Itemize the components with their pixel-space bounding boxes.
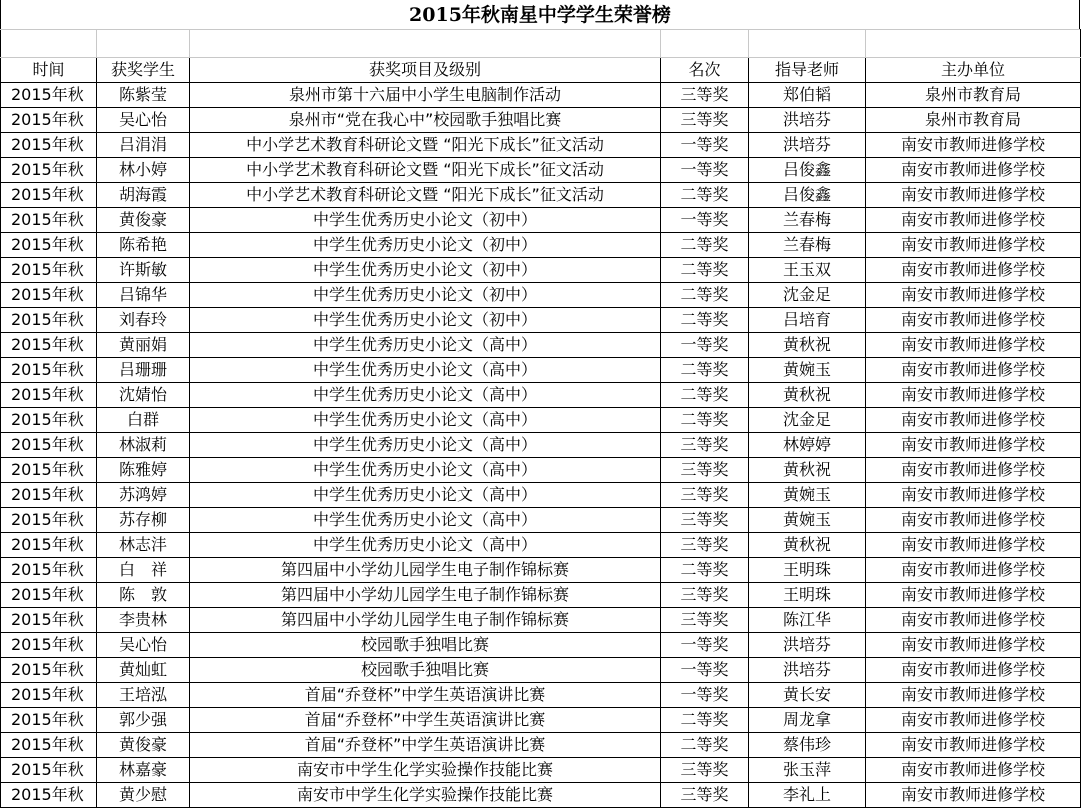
cell-time[interactable]: 2015年秋	[1, 158, 97, 183]
cell-organizer[interactable]: 南安市教师进修学校	[866, 208, 1081, 233]
cell-student[interactable]: 吴心怡	[97, 633, 190, 658]
cell-award-item[interactable]: 中学生优秀历史小论文（高中）	[190, 508, 661, 533]
cell-teacher[interactable]: 黄婉玉	[749, 508, 866, 533]
cell-organizer[interactable]: 南安市教师进修学校	[866, 558, 1081, 583]
cell-time[interactable]: 2015年秋	[1, 508, 97, 533]
cell-rank[interactable]: 三等奖	[661, 433, 749, 458]
table-row	[1, 208, 1081, 233]
cell-time[interactable]: 2015年秋	[1, 383, 97, 408]
cell-teacher[interactable]: 沈金足	[749, 408, 866, 433]
cell-organizer[interactable]: 南安市教师进修学校	[866, 483, 1081, 508]
cell-organizer[interactable]: 南安市教师进修学校	[866, 383, 1081, 408]
cell-rank[interactable]: 一等奖	[661, 633, 749, 658]
cell-student[interactable]: 吕涓涓	[97, 133, 190, 158]
cell-time[interactable]: 2015年秋	[1, 233, 97, 258]
cell-student[interactable]: 苏鸿婷	[97, 483, 190, 508]
cell-student[interactable]: 许斯敏	[97, 258, 190, 283]
cell-award-item[interactable]: 校园歌手独唱比赛	[190, 633, 661, 658]
header-time[interactable]: 时间	[1, 58, 97, 83]
table-row	[1, 258, 1081, 283]
cell-time[interactable]: 2015年秋	[1, 633, 97, 658]
cell-time[interactable]: 2015年秋	[1, 258, 97, 283]
table-row	[1, 633, 1081, 658]
cell-time[interactable]: 2015年秋	[1, 583, 97, 608]
cell-student[interactable]: 林嘉豪	[97, 758, 190, 783]
table-row	[1, 608, 1081, 633]
cell-award-item[interactable]: 中学生优秀历史小论文（初中）	[190, 258, 661, 283]
cell-award-item[interactable]: 中学生优秀历史小论文（高中）	[190, 433, 661, 458]
cell-rank[interactable]: 三等奖	[661, 608, 749, 633]
cell-award-item[interactable]: 中小学艺术教育科研论文暨 “阳光下成长”征文活动	[190, 183, 661, 208]
cell-award-item[interactable]: 中学生优秀历史小论文（高中）	[190, 333, 661, 358]
cell-teacher[interactable]: 黄秋祝	[749, 333, 866, 358]
cell-time[interactable]: 2015年秋	[1, 133, 97, 158]
cell-rank[interactable]: 三等奖	[661, 458, 749, 483]
cell-organizer[interactable]: 南安市教师进修学校	[866, 233, 1081, 258]
cell-time[interactable]: 2015年秋	[1, 758, 97, 783]
cell-student[interactable]: 陈雅婷	[97, 458, 190, 483]
cell-rank[interactable]: 一等奖	[661, 208, 749, 233]
cell-rank[interactable]: 一等奖	[661, 333, 749, 358]
table-row	[1, 758, 1081, 783]
cell-organizer[interactable]: 南安市教师进修学校	[866, 358, 1081, 383]
table-row	[1, 283, 1081, 308]
cell-teacher[interactable]: 周龙拿	[749, 708, 866, 733]
cell-time[interactable]: 2015年秋	[1, 458, 97, 483]
table-row	[1, 683, 1081, 708]
cell-organizer[interactable]: 南安市教师进修学校	[866, 608, 1081, 633]
blank-cell[interactable]	[749, 30, 866, 58]
cell-teacher[interactable]: 蔡伟珍	[749, 733, 866, 758]
cell-student[interactable]: 林淑莉	[97, 433, 190, 458]
cell-award-item[interactable]: 第四届中小学幼儿园学生电子制作锦标赛	[190, 558, 661, 583]
cell-time[interactable]: 2015年秋	[1, 608, 97, 633]
blank-row	[1, 30, 1081, 58]
cell-teacher[interactable]: 黄长安	[749, 683, 866, 708]
cell-organizer[interactable]: 南安市教师进修学校	[866, 433, 1081, 458]
cell-organizer[interactable]: 南安市教师进修学校	[866, 633, 1081, 658]
cell-student[interactable]: 黄俊豪	[97, 208, 190, 233]
cell-teacher[interactable]: 黄秋祝	[749, 533, 866, 558]
cell-organizer[interactable]: 南安市教师进修学校	[866, 758, 1081, 783]
header-student[interactable]: 获奖学生	[97, 58, 190, 83]
table-row	[1, 83, 1081, 108]
cell-award-item[interactable]: 中学生优秀历史小论文（高中）	[190, 533, 661, 558]
cell-time[interactable]: 2015年秋	[1, 83, 97, 108]
cell-student[interactable]: 吴心怡	[97, 108, 190, 133]
cell-rank[interactable]: 二等奖	[661, 308, 749, 333]
cell-student[interactable]: 陈紫莹	[97, 83, 190, 108]
blank-cell[interactable]	[661, 30, 749, 58]
cell-award-item[interactable]: 中学生优秀历史小论文（高中）	[190, 358, 661, 383]
cell-time[interactable]: 2015年秋	[1, 658, 97, 683]
table-row	[1, 458, 1081, 483]
cell-teacher[interactable]: 王明珠	[749, 583, 866, 608]
cell-student[interactable]: 陈希艳	[97, 233, 190, 258]
cell-teacher[interactable]: 林婷婷	[749, 433, 866, 458]
cell-student[interactable]: 沈婧怡	[97, 383, 190, 408]
cell-organizer[interactable]: 泉州市教育局	[866, 83, 1081, 108]
cell-rank[interactable]: 一等奖	[661, 658, 749, 683]
cell-teacher[interactable]: 洪培芬	[749, 633, 866, 658]
cell-rank[interactable]: 二等奖	[661, 708, 749, 733]
cell-award-item[interactable]: 中学生优秀历史小论文（初中）	[190, 233, 661, 258]
cell-time[interactable]: 2015年秋	[1, 483, 97, 508]
cell-time[interactable]: 2015年秋	[1, 433, 97, 458]
cell-rank[interactable]: 一等奖	[661, 158, 749, 183]
cell-rank[interactable]: 三等奖	[661, 108, 749, 133]
table-row	[1, 783, 1081, 808]
cell-time[interactable]: 2015年秋	[1, 333, 97, 358]
cell-award-item[interactable]: 中小学艺术教育科研论文暨 “阳光下成长”征文活动	[190, 158, 661, 183]
table-row	[1, 583, 1081, 608]
cell-award-item[interactable]: 首届“乔登杯”中学生英语演讲比赛	[190, 708, 661, 733]
cell-time[interactable]: 2015年秋	[1, 208, 97, 233]
cell-rank[interactable]: 三等奖	[661, 508, 749, 533]
cell-organizer[interactable]: 南安市教师进修学校	[866, 158, 1081, 183]
cell-award-item[interactable]: 首届“乔登杯”中学生英语演讲比赛	[190, 733, 661, 758]
cell-student[interactable]: 黄俊豪	[97, 733, 190, 758]
cell-student[interactable]: 林小婷	[97, 158, 190, 183]
cell-organizer[interactable]: 南安市教师进修学校	[866, 783, 1081, 808]
cell-teacher[interactable]: 黄婉玉	[749, 483, 866, 508]
cell-student[interactable]: 吕锦华	[97, 283, 190, 308]
cell-organizer[interactable]: 南安市教师进修学校	[866, 658, 1081, 683]
cell-organizer[interactable]: 南安市教师进修学校	[866, 333, 1081, 358]
table-row	[1, 708, 1081, 733]
cell-student[interactable]: 王培泓	[97, 683, 190, 708]
cell-student[interactable]: 吕珊珊	[97, 358, 190, 383]
cell-award-item[interactable]: 中学生优秀历史小论文（高中）	[190, 408, 661, 433]
cell-organizer[interactable]: 南安市教师进修学校	[866, 308, 1081, 333]
cell-organizer[interactable]: 南安市教师进修学校	[866, 133, 1081, 158]
cell-award-item[interactable]: 首届“乔登杯”中学生英语演讲比赛	[190, 683, 661, 708]
cell-teacher[interactable]: 陈江华	[749, 608, 866, 633]
cell-organizer[interactable]: 南安市教师进修学校	[866, 283, 1081, 308]
header-award-item[interactable]: 获奖项目及级别	[190, 58, 661, 83]
table-row	[1, 358, 1081, 383]
cell-student[interactable]: 白 祥	[97, 558, 190, 583]
cell-teacher[interactable]: 洪培芬	[749, 133, 866, 158]
cell-organizer[interactable]: 南安市教师进修学校	[866, 508, 1081, 533]
cell-student[interactable]: 刘春玲	[97, 308, 190, 333]
honor-table	[0, 29, 1081, 808]
cell-time[interactable]: 2015年秋	[1, 283, 97, 308]
cell-organizer[interactable]: 南安市教师进修学校	[866, 183, 1081, 208]
cell-teacher[interactable]: 吕俊鑫	[749, 158, 866, 183]
table-row	[1, 183, 1081, 208]
cell-award-item[interactable]: 泉州市“党在我心中”校园歌手独唱比赛	[190, 108, 661, 133]
cell-student[interactable]: 黄少慰	[97, 783, 190, 808]
cell-rank[interactable]: 三等奖	[661, 783, 749, 808]
table-row	[1, 408, 1081, 433]
cell-organizer[interactable]: 南安市教师进修学校	[866, 258, 1081, 283]
cell-organizer[interactable]: 南安市教师进修学校	[866, 458, 1081, 483]
cell-time[interactable]: 2015年秋	[1, 358, 97, 383]
table-row	[1, 483, 1081, 508]
cell-student[interactable]: 李贵林	[97, 608, 190, 633]
cell-organizer[interactable]: 泉州市教育局	[866, 108, 1081, 133]
cell-award-item[interactable]: 第四届中小学幼儿园学生电子制作锦标赛	[190, 608, 661, 633]
cell-award-item[interactable]: 南安市中学生化学实验操作技能比赛	[190, 758, 661, 783]
cell-award-item[interactable]: 中学生优秀历史小论文（高中）	[190, 383, 661, 408]
cell-rank[interactable]: 二等奖	[661, 558, 749, 583]
cell-teacher[interactable]: 吕培育	[749, 308, 866, 333]
cell-organizer[interactable]: 南安市教师进修学校	[866, 533, 1081, 558]
cell-student[interactable]: 郭少强	[97, 708, 190, 733]
blank-cell[interactable]	[190, 30, 661, 58]
cell-teacher[interactable]: 吕俊鑫	[749, 183, 866, 208]
cell-rank[interactable]: 二等奖	[661, 233, 749, 258]
cell-teacher[interactable]: 洪培芬	[749, 108, 866, 133]
header-row	[1, 58, 1081, 83]
cell-time[interactable]: 2015年秋	[1, 733, 97, 758]
cell-student[interactable]: 林志沣	[97, 533, 190, 558]
cell-time[interactable]: 2015年秋	[1, 558, 97, 583]
cell-rank[interactable]: 三等奖	[661, 583, 749, 608]
table-row	[1, 383, 1081, 408]
table-row	[1, 233, 1081, 258]
cell-time[interactable]: 2015年秋	[1, 683, 97, 708]
cell-rank[interactable]: 一等奖	[661, 133, 749, 158]
table-row	[1, 108, 1081, 133]
cell-time[interactable]: 2015年秋	[1, 183, 97, 208]
table-row	[1, 508, 1081, 533]
cell-rank[interactable]: 二等奖	[661, 283, 749, 308]
cell-award-item[interactable]: 泉州市第十六届中小学生电脑制作活动	[190, 83, 661, 108]
cell-organizer[interactable]: 南安市教师进修学校	[866, 683, 1081, 708]
cell-student[interactable]: 苏存柳	[97, 508, 190, 533]
table-row	[1, 733, 1081, 758]
table-row	[1, 158, 1081, 183]
sheet-title: 2015年秋南星中学学生荣誉榜	[0, 0, 1080, 29]
cell-award-item[interactable]: 中学生优秀历史小论文（初中）	[190, 308, 661, 333]
table-row	[1, 533, 1081, 558]
cell-teacher[interactable]: 洪培芬	[749, 658, 866, 683]
cell-rank[interactable]: 三等奖	[661, 83, 749, 108]
cell-award-item[interactable]: 中学生优秀历史小论文（初中）	[190, 208, 661, 233]
cell-rank[interactable]: 三等奖	[661, 483, 749, 508]
cell-time[interactable]: 2015年秋	[1, 533, 97, 558]
table-row	[1, 558, 1081, 583]
table-row	[1, 133, 1081, 158]
table-row	[1, 308, 1081, 333]
cell-rank[interactable]: 三等奖	[661, 758, 749, 783]
blank-cell[interactable]	[866, 30, 1081, 58]
cell-teacher[interactable]: 沈金足	[749, 283, 866, 308]
cell-teacher[interactable]: 黄秋祝	[749, 383, 866, 408]
cell-teacher[interactable]: 李礼上	[749, 783, 866, 808]
header-rank[interactable]: 名次	[661, 58, 749, 83]
cell-rank[interactable]: 二等奖	[661, 408, 749, 433]
cell-organizer[interactable]: 南安市教师进修学校	[866, 408, 1081, 433]
cell-rank[interactable]: 二等奖	[661, 733, 749, 758]
cell-organizer[interactable]: 南安市教师进修学校	[866, 708, 1081, 733]
cell-teacher[interactable]: 黄婉玉	[749, 358, 866, 383]
cell-time[interactable]: 2015年秋	[1, 783, 97, 808]
cell-rank[interactable]: 三等奖	[661, 533, 749, 558]
cell-student[interactable]: 白群	[97, 408, 190, 433]
cell-award-item[interactable]: 校园歌手独唱比赛	[190, 658, 661, 683]
cell-rank[interactable]: 二等奖	[661, 183, 749, 208]
header-teacher[interactable]: 指导老师	[749, 58, 866, 83]
cell-student[interactable]: 黄丽娟	[97, 333, 190, 358]
cell-time[interactable]: 2015年秋	[1, 308, 97, 333]
cell-rank[interactable]: 一等奖	[661, 683, 749, 708]
cell-teacher[interactable]: 郑伯韬	[749, 83, 866, 108]
cell-time[interactable]: 2015年秋	[1, 108, 97, 133]
cell-teacher[interactable]: 王明珠	[749, 558, 866, 583]
table-row	[1, 658, 1081, 683]
cell-teacher[interactable]: 张玉萍	[749, 758, 866, 783]
header-organizer[interactable]: 主办单位	[866, 58, 1081, 83]
cell-time[interactable]: 2015年秋	[1, 708, 97, 733]
cell-award-item[interactable]: 中学生优秀历史小论文（高中）	[190, 458, 661, 483]
cell-student[interactable]: 陈 敦	[97, 583, 190, 608]
cell-teacher[interactable]: 黄秋祝	[749, 458, 866, 483]
cell-student[interactable]: 胡海霞	[97, 183, 190, 208]
cell-award-item[interactable]: 南安市中学生化学实验操作技能比赛	[190, 783, 661, 808]
blank-cell[interactable]	[97, 30, 190, 58]
cell-time[interactable]: 2015年秋	[1, 408, 97, 433]
cell-award-item[interactable]: 中学生优秀历史小论文（高中）	[190, 483, 661, 508]
cell-award-item[interactable]: 中小学艺术教育科研论文暨 “阳光下成长”征文活动	[190, 133, 661, 158]
table-row	[1, 333, 1081, 358]
cell-rank[interactable]: 二等奖	[661, 258, 749, 283]
cell-award-item[interactable]: 中学生优秀历史小论文（初中）	[190, 283, 661, 308]
cell-teacher[interactable]: 王玉双	[749, 258, 866, 283]
cell-organizer[interactable]: 南安市教师进修学校	[866, 733, 1081, 758]
cell-rank[interactable]: 二等奖	[661, 383, 749, 408]
cell-teacher[interactable]: 兰春梅	[749, 233, 866, 258]
cell-student[interactable]: 黄灿虹	[97, 658, 190, 683]
blank-cell[interactable]	[1, 30, 97, 58]
cell-award-item[interactable]: 第四届中小学幼儿园学生电子制作锦标赛	[190, 583, 661, 608]
table-row	[1, 433, 1081, 458]
cell-organizer[interactable]: 南安市教师进修学校	[866, 583, 1081, 608]
cell-teacher[interactable]: 兰春梅	[749, 208, 866, 233]
cell-rank[interactable]: 二等奖	[661, 358, 749, 383]
